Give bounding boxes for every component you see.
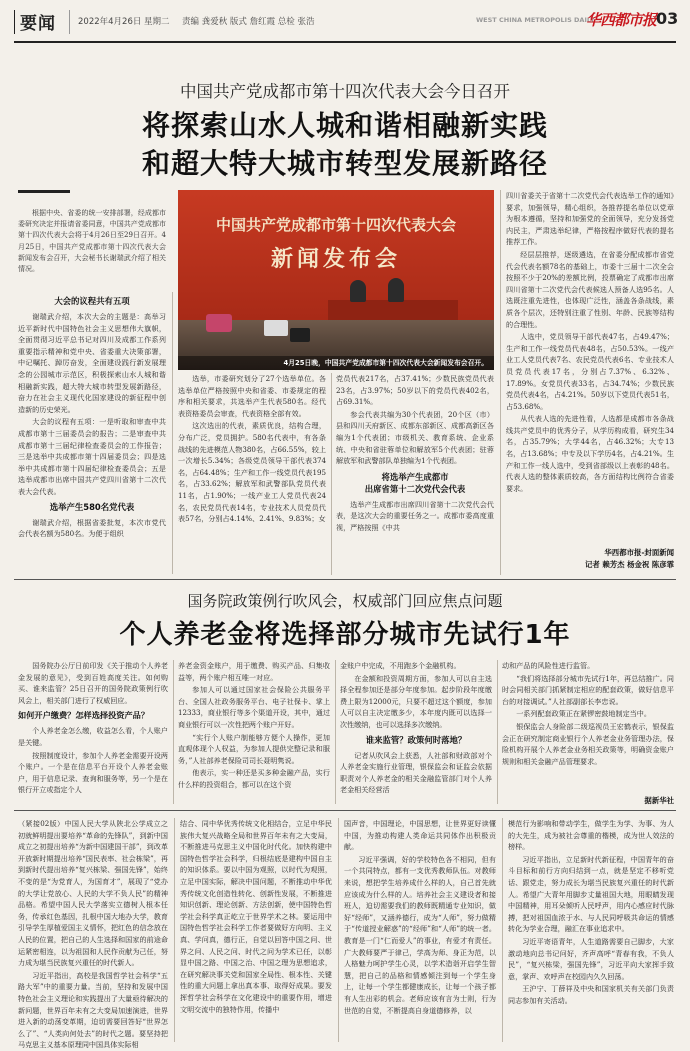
page-header: [0, 0, 690, 44]
press-conference-photo: [178, 190, 494, 370]
story1-subhead-provincial-line1: 将选举产生成都市: [381, 471, 449, 482]
story1-byline-outlet: 华西都市报-封面新闻: [604, 548, 674, 557]
section-label: 要闻: [20, 14, 56, 34]
story2-paragraph: 在金额和投资周期方面，参加人可以自主选择全程参加还是部分年度参加。起步阶段年度缴费上限为12000元，只要不超过这个额度，参加人可以自主决定缴多少，本年度内既可以选择一次性缴纳，也可以选择多次缴纳。: [340, 673, 492, 729]
story3-paragraph: 习近平寄语青年，人生道路需要自己脚步，大家激动地向总书记问好，齐声高呼“青春有我，不负人民”，“复兴栋梁，强国先锋”，习近平向大家挥手致意，掌声、欢呼声在校园内久久回荡。: [508, 936, 674, 981]
editors-line: 责编 龚爱秋 版式 詹红霞 总检 张浩: [182, 17, 315, 27]
story3-paragraph: 习近平指出，立足新时代新征程，中国青年的奋斗目标和前行方向归结到一点，就是坚定不移听党话、跟党走，努力成长为堪当民族复兴重任的时代新人。希望广大青年用脚步丈量祖国大地，用眼睛发现中国精神，用耳朵倾听人民呼声，用内心感应时代脉搏，把对祖国血浓于水、与人民同呼吸共命运的情感转化为学业合理，融汇在事业追求中。: [508, 854, 674, 934]
photo-backdrop-title: 中国共产党成都市第十四次代表大会: [215, 216, 456, 234]
story1-paragraph: 大会的议程有五项：一是听取和审查中共成都市第十三届委员会的报告；二是审查中共成都市第十三届纪律检查委员会的工作报告；三是选举中共成都市第十四届委员会；四是选举中共成都市第十四届纪律检查委员会；五是选举成都市出席中国共产党四川省第十二次代表大会代表。: [18, 417, 166, 496]
story1-column-2: [178, 373, 326, 576]
story1-paragraph: 党员代表217名，占37.41%；少数民族党员代表23名，占3.97%；50岁以下的党员代表402名，占69.31%。: [336, 374, 494, 407]
story1-column-3: [336, 373, 494, 576]
page-number: 03: [656, 9, 679, 28]
column-divider: [502, 818, 503, 1042]
story1-subhead-provincial: [336, 471, 494, 495]
column-divider: [335, 660, 336, 804]
story2-paragraph: “实行个人账户制能够方便个人操作，更加直观体现个人权益，为参加人提供完整记录和服务，”人社部养老保险司司长聂明隽说。: [178, 732, 330, 765]
masthead-logo: 华西都市报: [586, 11, 657, 29]
story2-paragraph: 养老金资金账户，用于缴费、购买产品、归集收益等，两个账户相互唯一对应。: [178, 661, 330, 682]
story1-column-1: [18, 292, 166, 575]
story2-column-1: [18, 660, 168, 806]
header-left-rule: [14, 10, 15, 34]
story2-paragraph: 他表示，实一种还是买多种金融产品，实行什么样的投资组合，都可以在这个资: [178, 768, 330, 789]
column-divider: [338, 818, 339, 1042]
story2-paragraph: 记者从吹风会上获悉，人社部和财政部对个人养老金实施行业管理，银保监会和证监会依据职责对个人养老金的相关金融监管部门对个人养老金相关经营活: [340, 750, 492, 795]
speaker-figure: [350, 280, 366, 302]
column-divider: [172, 292, 173, 574]
story2-paragraph: 银保监会人身险部二级巡视员王宏鹤表示，银保监会正在研究制定商业银行个人养老金业务管理办法，保险机构开展个人养老金业务相关政策等，明确资金账户规则和相关金融产品管理要求。: [502, 721, 674, 766]
header-bottom-rule: [14, 41, 676, 43]
column-divider: [173, 660, 174, 804]
story1-paragraph: 这次选出的代表，素质优良，结构合理，分布广泛，党员拥护。580名代表中，有各条战线的先进模范人物380名，占66.55%，较上一次增长5.34%；各级党员领导干部代表374名，占64.48%；生产和工作一线党员代表195名，占33.62%；解放军和武警部队党员代表11名，占1.90%；一线产业工人党员代表24名，农民党员代表14名，专业技术人员党员代表57名，分别占4.14%、2.41%、9.83%；女: [178, 421, 326, 524]
story3-column-4: [508, 818, 674, 1044]
story3-column-3: [344, 818, 496, 1044]
story1-paragraph: 四川省委关于省第十二次党代会代表选举工作的通知》要求，加强领导，精心组织，各推荐提名单位以党章为根本遵循，坚持和加强党的全面领导，充分发扬党内民主，严肃选举纪律，严格按程序做好代表的提名推荐工作。: [506, 191, 674, 247]
story1-paragraph: 谢瑞武介绍，本次大会的主题是：高举习近平新时代中国特色社会主义思想伟大旗帜，全面贯彻习近平总书记对四川及成都工作系列重要指示精神和党中央、省委重大决策部署，中记嘱托、踔厉奋发，全面建设践行新发展理念的公园城市示范区，积极探索山水人城和谐相融新实践，超大特大城市转型发展新路径，奋力在社会主义现代化国家建设的新征程中创造新的历史荣光。: [18, 312, 166, 414]
story1-lead: 根据中央、省委的统一安排部署，经成都市委研究决定并报请省委同意，中国共产党成都市第十四次代表大会将于4月26日至29日召开。4月25日，中国共产党成都市第十四次代表大会新闻发布会召开，大会秘书长谢瑞武介绍了相关情况。: [18, 209, 166, 274]
story2-column-2: [178, 660, 330, 806]
story1-paragraph: 选举，市委研究划分了27个选举单位。各选举单位严格按照中央和省委、市委规定的程序和相关要求，共选举产生代表580名。经代表资格委员会审查，代表资格全部有效。: [178, 374, 326, 418]
column-divider: [174, 818, 175, 1042]
header-divider: [69, 10, 70, 34]
story3-paragraph: 王沪宁、丁薛祥及中央和国家机关有关部门负责同志参加有关活动。: [508, 984, 674, 1005]
story2-paragraph: 金账户中完成，不用跑多个金融机构。: [340, 661, 461, 670]
story2-subhead-account: 如何开户缴费？怎样选择投资产品？: [18, 710, 150, 721]
story2-kicker: 国务院政策例行吹风会，权威部门回应焦点问题: [187, 592, 503, 610]
story2-column-3: [340, 660, 492, 806]
story1-subhead-agenda: 大会的议程共有五项: [54, 296, 130, 306]
camera-phone: [290, 328, 310, 342]
story1-paragraph: 人选中，党员领导干部代表47名，占49.47%；生产和工作一线党员代表48名，占50.53%。一线产业工人党员代表7名、农民党员代表6名、专业技术人员党员代表17名，分别占7.37%、6.32%、17.89%。女党员代表33名，占34.74%；少数民族党员代表4名，占4.21%。50岁以下党员代表51名，占53.68%。: [506, 332, 674, 411]
story2-headline: 个人养老金将选择部分城市先试行1年: [119, 620, 571, 650]
story2-paragraph: 按照制度设计，参加个人养老金需要开设两个账户。一个是在信息平台开设个人养老金账户，用于信息记录、查询和服务等，另一个是在银行开立或指定个人: [18, 750, 168, 795]
story1-subhead-delegates: 选举产生580名党代表: [49, 501, 135, 512]
photo-caption: 4月25日晚，中国共产党成都市第十四次代表大会新闻发布会召开。: [178, 356, 494, 370]
photo-backdrop-subtitle: 新闻发布会: [270, 246, 401, 272]
story3-column-1: [18, 818, 168, 1050]
story1-paragraph: 参会代表共编为30个代表团，20个区（市）县和四川天府新区、成都东部新区、成都高新区各编为1个代表团；市级机关、教育系统、企业系统、中央和省驻蓉单位和解放军5个代表团；驻蓉解放军和武警部队单独编为1个代表团。: [336, 409, 494, 466]
story1-column-4: [506, 190, 674, 543]
speaker-figure: [388, 278, 404, 302]
story2-subhead-regulation: 谁来监管？政策何时落地？: [365, 734, 467, 745]
story3-column-2: [180, 818, 332, 1044]
story1-paragraph: 谢瑞武介绍，根据省委批复，本次市党代会代表名额为580名。为便于组织: [18, 517, 166, 539]
story2-paragraph: 国务院办公厅日前印发《关于推动个人养老金发展的意见》，受到百姓高度关注。如何购买、谁来监管？25日召开的国务院政策例行吹风会上，相关部门进行了权威回应。: [18, 661, 168, 705]
story2-paragraph: 动和产品的风险性进行监管。: [502, 661, 595, 670]
story2-byline: 据新华社: [644, 796, 674, 805]
story-separator: [14, 810, 676, 811]
story1-byline-reporters: 记者 赖芳杰 杨金祝 陈彦霏: [584, 560, 674, 569]
story2-column-4: [502, 660, 674, 794]
story1-subhead-provincial-line2: 出席省第十二次党代会代表: [364, 483, 466, 494]
story1-paragraph: 从代表人选的先进性看，人选都是成都市各条战线共产党员中的优秀分子，从学历构成看，研究生34名，占35.79%；大学44名，占46.32%；大专13名，占13.68%；中专及以下学历4名，占4.21%。生产和工作一线人选中，受到省部级以上表彰的48名。代表人选的整体素质较高，各方面结构比例符合省委要求。: [506, 414, 674, 493]
story3-paragraph: （紧接02版）中国人民大学从陕北公学成立之初就鲜明提出要培养“革命的先锋队”，到新中国成立之初提出培养“为新中国建国干部”，到改革开放新时期提出培养“国民表率、社会栋梁”，再到新时代提出培养“复兴栋梁、强国先锋”，始终不变的是“为党育人，为国育才”，展现了“党办的大学让党放心、人民的大学不负人民”的精神品格。希望中国人民大学落实立德树人根本任务，传承红色基因，扎根中国大地办大学，教育引导学生厚植爱国主义情怀，把红色的信念放在人民的位置，把自己的人生选择和国家的前途命运紧密相连，以为祖国和人民作贡献为己任，努力成为堪当民族复兴重任的时代新人。: [18, 819, 168, 968]
story2-paragraph: 个人养老金怎么缴，收益怎么看，个人账户是关键。: [18, 726, 168, 747]
story-separator: [14, 579, 676, 580]
story3-paragraph: 习近平强调，好的学校特色各不相同，但有一个共同特点，都有一支优秀教师队伍。对教师来说，想把学生培养成什么样的人，自己首先就应该成为什么样的人。培养社会主义建设者和接班人，迫切需要我们的教师既精通专业知识，做好“经师”，又涵养德行，成为“人师”，努力做精于“传道授业解惑”的“经师”和“人师”的统一者。教育是一门“仁而爱人”的事业，有爱才有责任。广大教师要严于律己，学高为师、身正为范，以人格魅力呵护学生心灵，以学术造诣开启学生智慧，把自己的品格和情感倾注到每一个学生身上，让每一个学生都健康成长，让每一个孩子都有人生出彩的机会。老师应该有言为士则，行为世范的自觉，不断提高自身道德修养，以: [344, 854, 496, 1015]
camera-phone: [264, 320, 288, 336]
story1-headline-line2: 和超大特大城市转型发展新路径: [141, 147, 548, 180]
story2-paragraph: “我们将选择部分城市先试行1年，再总结推广。同时会同相关部门抓紧制定相应的配套政策，做好信息平台的对接调试。”人社部副部长李忠说。: [502, 673, 674, 706]
camera-phone: [206, 314, 232, 332]
story2-paragraph: 参加人可以通过国家社会保险公共服务平台、全国人社政务服务平台、电子社保卡、掌上12333，商业银行等多个渠道开设，其中，通过商业银行可以一次性把两个账户开好。: [178, 685, 330, 729]
edition-en: WEST CHINA METROPOLIS DAILY: [476, 16, 595, 24]
story3-paragraph: 国声音，中国理论，中国思想，让世界更好读懂中国，为推动构建人类命运共同体作出积极贡献。: [344, 819, 496, 852]
story3-paragraph: 习近平指出，高校是我国哲学社会科学“五路大军”中的重要力量。当前，坚持和发展中国特色社会主义理论和实践提出了大量亟待解决的新问题，世界百年未有之大变局加速演进，世界进入新的动荡变革期，迫切需要回答好“世界怎么了”、“人类向何处去”的时代之题。要坚持把马克思主义基本原理同中国具体实际相: [18, 970, 168, 1050]
story2-paragraph: 一系列配套政策正在紧锣密鼓地制定当中。: [516, 709, 651, 719]
story1-headline-line1: 将探索山水人城和谐相融新实践: [141, 109, 548, 142]
column-divider: [500, 190, 501, 575]
story1-kicker: 中国共产党成都市第十四次代表大会今日召开: [180, 82, 510, 101]
column-divider: [331, 373, 332, 575]
story3-paragraph: 模范行为影响和带动学生，做学生为学、为事、为人的大先生，成为被社会尊重的楷模，成为世人效法的榜样。: [508, 819, 674, 852]
column-divider: [497, 660, 498, 804]
story1-paragraph: 选举产生成都市出席四川省第十二次党代会代表，是这次大会的重要任务之一。成都市委高度重视，严格按照《中共: [336, 499, 494, 532]
story3-paragraph: 结合、同中华优秀传统文化相结合，立足中华民族伟大复兴战略全局和世界百年未有之大变局，不断推进马克思主义中国化时代化。加快构建中国特色哲学社会科学，归根结底是建构中国自主的知识体系。要以中国为观照，以时代为观照，立足中国实际，解决中国问题，不断推动中华优秀传统文化创造性转化、创新性发展，不断推进知识创新、理论创新、方法创新，使中国特色哲学社会科学真正屹立于世界学术之林。要运用中国特色哲学社会科学工作者要做好方向明、主义真、学问真，德行正，自觉以回答中国之问、世界之问、人民之问、时代之问为学术已任，以彰显中国之路、中国之治、中国之理为思想追求，在研究解决事关党和国家全局性、根本性、关键性的重大问题上拿出真本事、取得好成果。要发挥哲学社会科学在文化建设中的重要作用，增进文明交流中的独特作用，传播中: [180, 819, 332, 1014]
story1-paragraph: 经层层推荐，逐级遴选，在省委分配成都市省党代会代表名额78名的基础上，市委十三届十二次全会按照不少于20%的差额比例，投票确定了成都市出席四川省第十二次党代会代表候选人预备人选95名。人选既注重先进性，也体现广泛性，涵盖各条战线，素质各个层次，还特别注重了性别、年龄、民族等结构的合理性。: [506, 249, 674, 329]
story1-lead-frame: [18, 190, 166, 288]
issue-date: 2022年4月26日 星期二: [78, 17, 170, 27]
